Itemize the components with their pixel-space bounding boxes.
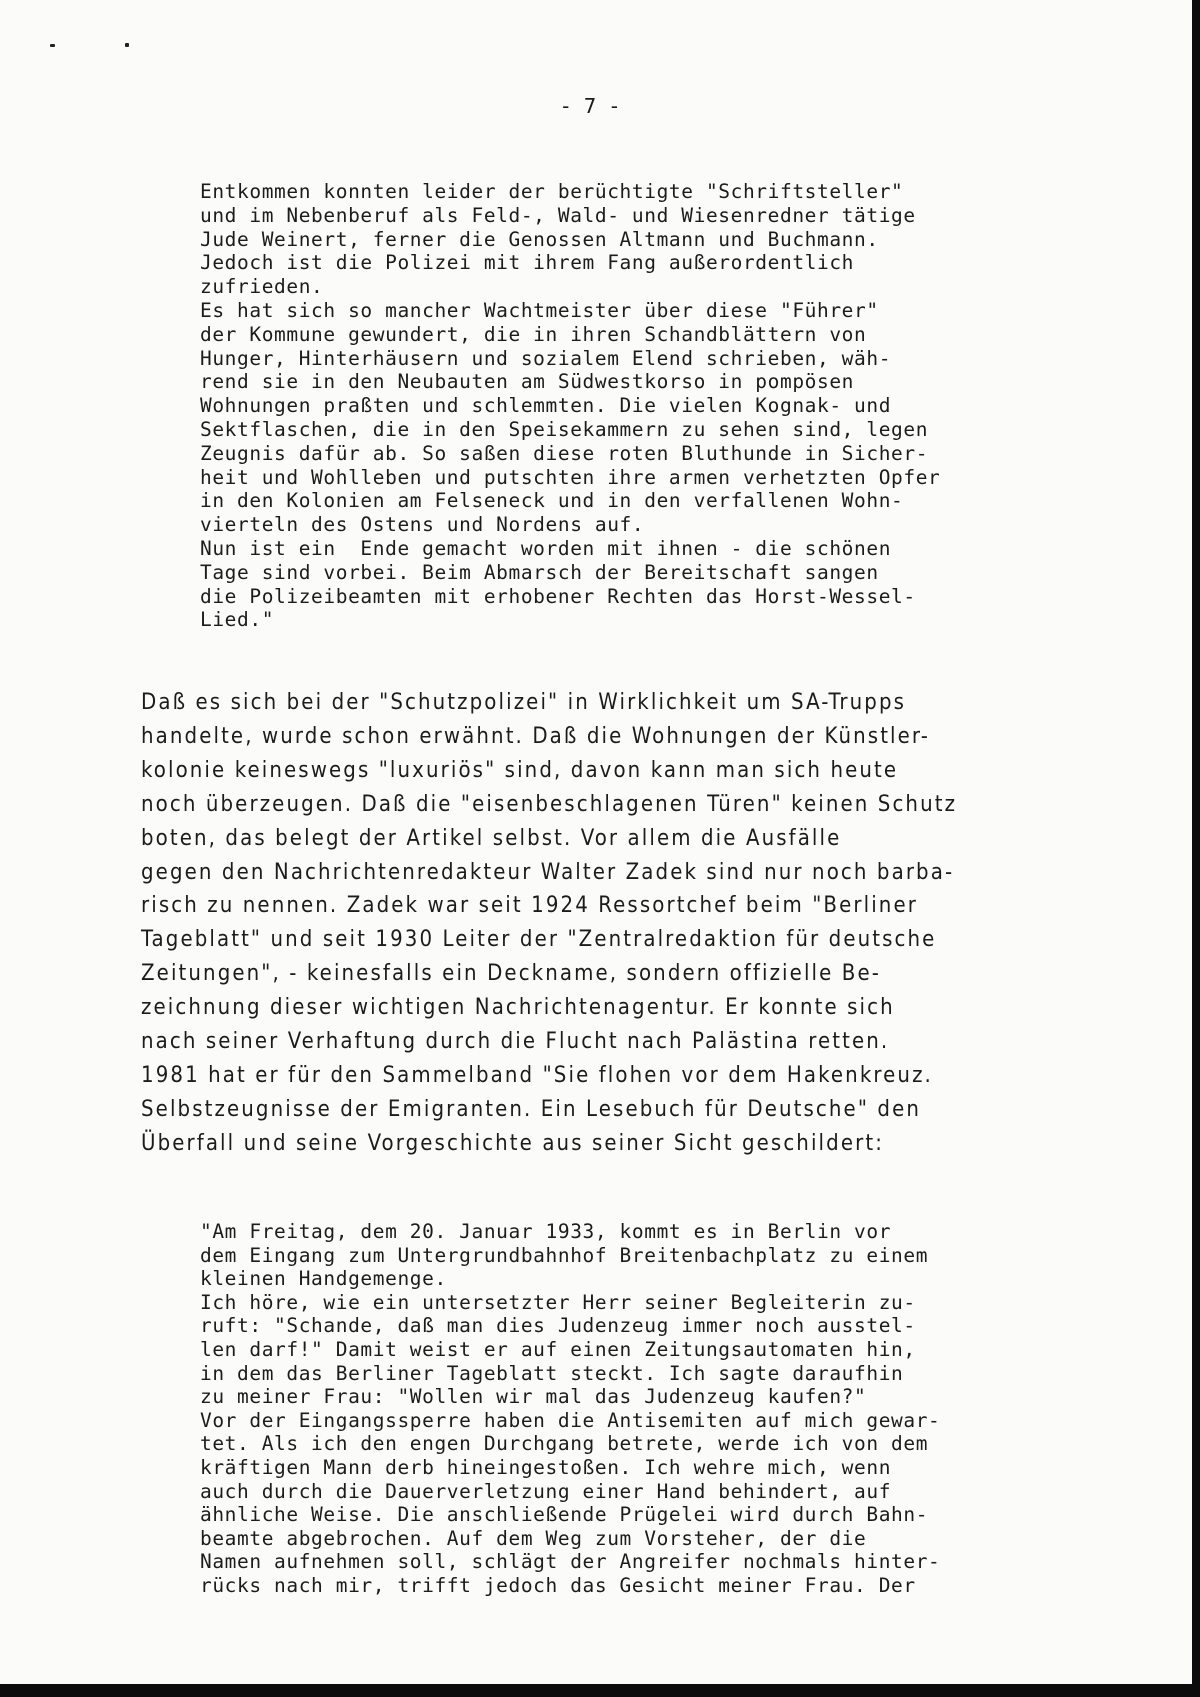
text-line: risch zu nennen. Zadek war seit 1924 Ressortchef beim "Berliner (141, 893, 918, 919)
quote-block-1 (200, 180, 940, 632)
text-line: kräftigen Mann derb hineingestoßen. Ich wehre mich, wenn (200, 1455, 892, 1479)
text-line: noch überzeugen. Daß die "eisenbeschlagenen Türen" keinen Schutz (141, 791, 958, 817)
text-line: der Kommune gewundert, die in ihren Schandblättern von (200, 322, 867, 346)
text-line: und im Nebenberuf als Feld-, Wald- und Wiesenredner tätige (200, 203, 916, 227)
text-line: Hunger, Hinterhäusern und sozialem Elend schrieben, wäh- (200, 346, 892, 370)
text-line: Ich höre, wie ein untersetzter Herr seiner Begleiterin zu- (200, 1290, 916, 1314)
text-line: nach seiner Verhaftung durch die Flucht nach Palästina retten. (141, 1029, 890, 1055)
text-line: Es hat sich so mancher Wachtmeister über diese "Führer" (200, 298, 879, 322)
text-line: "Am Freitag, dem 20. Januar 1933, kommt es in Berlin vor (200, 1220, 892, 1243)
text-line: rend sie in den Neubauten am Südwestkorso in pompösen (200, 370, 855, 394)
text-line: Überfall und seine Vorgeschichte aus seiner Sicht geschildert: (141, 1130, 884, 1156)
text-line: zeichnung dieser wichtigen Nachrichtenagentur. Er konnte sich (141, 995, 895, 1021)
text-line: zufrieden. (200, 275, 324, 299)
text-line: ruft: "Schande, daß man dies Judenzeug immer noch ausstel- (200, 1314, 916, 1338)
text-line: in den Kolonien am Felseneck und in den verfallenen Wohn- (200, 489, 904, 513)
scan-border-right (1192, 0, 1200, 1697)
text-line: Jedoch ist die Polizei mit ihrem Fang außerordentlich (200, 251, 855, 275)
text-line: len darf!" Damit weist er auf einen Zeitungsautomaten hin, (200, 1337, 916, 1361)
text-line: vierteln des Ostens und Nordens auf. (200, 513, 645, 537)
text-line: Wohnungen praßten und schlemmten. Die vielen Kognak- und (200, 394, 892, 418)
text-line: Vor der Eingangssperre haben die Antisemiten auf mich gewar- (200, 1408, 941, 1432)
text-line: kolonie keineswegs "luxuriös" sind, davon kann man sich heute (141, 757, 899, 783)
text-line: Selbstzeugnisse der Emigranten. Ein Lesebuch für Deutsche" den (141, 1096, 922, 1122)
text-line: Daß es sich bei der "Schutzpolizei" in Wirklichkeit um SA-Trupps (141, 690, 907, 715)
text-line: heit und Wohlleben und putschten ihre armen verhetzten Opfer (200, 465, 941, 489)
text-line: Sektflaschen, die in den Speisekammern zu sehen sind, legen (200, 417, 929, 441)
text-line: handelte, wurde schon erwähnt. Daß die Wohnungen der Künstler- (141, 723, 930, 749)
scan-speck (50, 44, 55, 47)
text-line: Zeitungen", - keinesfalls ein Deckname, sondern offizielle Be- (141, 961, 882, 987)
page-number: - 7 - (562, 94, 622, 118)
text-line: auch durch die Dauerverletzung einer Hand behindert, auf (200, 1479, 892, 1503)
text-line: die Polizeibeamten mit erhobener Rechten das Horst-Wessel- (200, 584, 916, 608)
text-line: Tage sind vorbei. Beim Abmarsch der Bereitschaft sangen (200, 560, 879, 584)
text-line: in dem das Berliner Tageblatt steckt. Ich sagte daraufhin (200, 1361, 904, 1385)
text-line: dem Eingang zum Untergrundbahnhof Breitenbachplatz zu einem (200, 1243, 929, 1267)
text-line: gegen den Nachrichtenredakteur Walter Zadek sind nur noch barba- (141, 859, 955, 885)
text-line: zu meiner Frau: "Wollen wir mal das Judenzeug kaufen?" (200, 1385, 867, 1409)
body-paragraph (141, 686, 957, 1161)
text-line: Zeugnis dafür ab. So saßen diese roten Bluthunde in Sicher- (200, 441, 929, 465)
text-line: 1981 hat er für den Sammelband "Sie flohen vor dem Hakenkreuz. (141, 1062, 933, 1088)
text-line: kleinen Handgemenge. (200, 1267, 447, 1291)
text-line: Tageblatt" und seit 1930 Leiter der "Zentralredaktion für deutsche (141, 927, 937, 953)
text-line: Nun ist ein Ende gemacht worden mit ihnen - die schönen (200, 536, 892, 560)
scan-border-bottom (0, 1684, 1200, 1697)
text-line: Jude Weinert, ferner die Genossen Altmann und Buchmann. (200, 227, 879, 251)
text-line: ähnliche Weise. Die anschließende Prügelei wird durch Bahn- (200, 1503, 929, 1527)
text-line: rücks nach mir, trifft jedoch das Gesicht meiner Frau. Der (200, 1573, 916, 1597)
text-line: tet. Als ich den engen Durchgang betrete, werde ich von dem (200, 1432, 929, 1456)
scan-speck (125, 43, 129, 47)
text-line: Entkommen konnten leider der berüchtigte "Schriftsteller" (200, 180, 904, 203)
text-line: Lied." (200, 608, 275, 632)
text-line: boten, das belegt der Artikel selbst. Vor allem die Ausfälle (141, 825, 842, 851)
text-line: beamte abgebrochen. Auf dem Weg zum Vorsteher, der die (200, 1526, 867, 1550)
text-line: Namen aufnehmen soll, schlägt der Angreifer nochmals hinter- (200, 1550, 941, 1574)
quote-block-2 (200, 1220, 940, 1598)
